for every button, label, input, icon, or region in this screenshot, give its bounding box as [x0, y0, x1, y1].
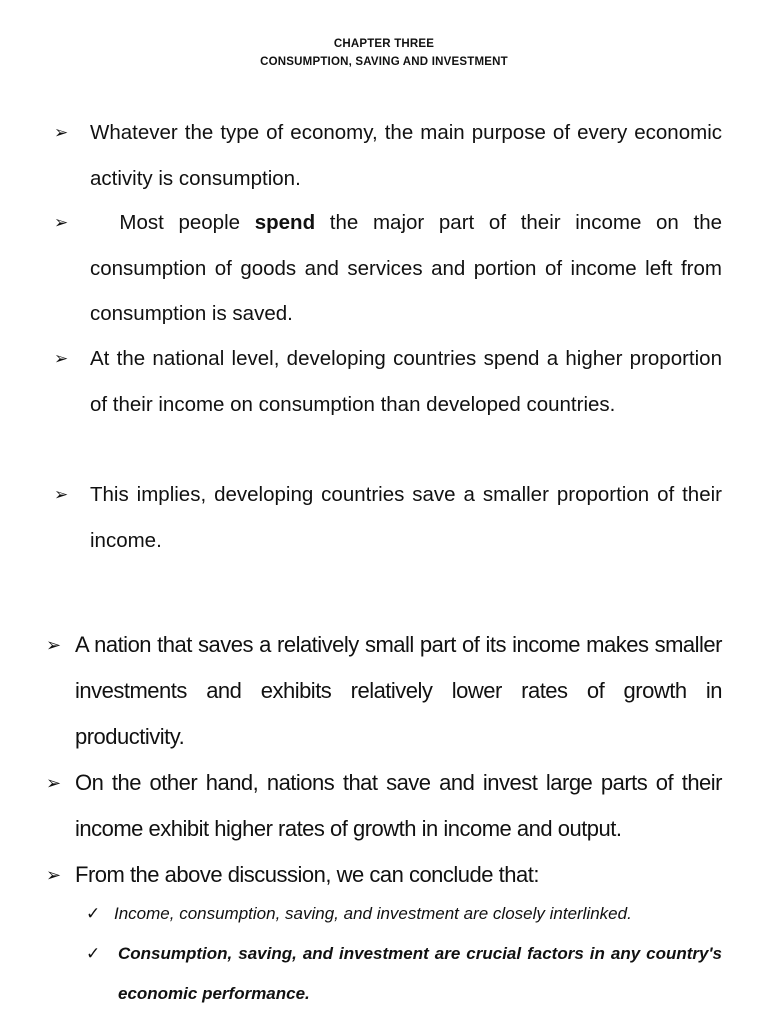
list-item-text: Whatever the type of economy, the main purpose of every economic activity is consumption.: [90, 121, 722, 190]
arrow-bullet-icon: ➢: [54, 485, 69, 504]
arrow-bullet-icon: ➢: [54, 213, 69, 232]
list-item: [46, 852, 722, 898]
arrow-bullet-icon: ➢: [46, 773, 62, 793]
conclusion-item: [86, 894, 722, 934]
chapter-title: CONSUMPTION, SAVING AND INVESTMENT: [260, 56, 508, 68]
list-item-text: A nation that saves a relatively small part of its income makes smaller investments and exhibits relatively lower rates of growth in productivity.: [75, 632, 722, 749]
list-item: [54, 472, 722, 563]
arrow-bullet-icon: ➢: [54, 123, 69, 142]
arrow-bullet-icon: ➢: [46, 635, 62, 655]
conclusion-item: [86, 934, 722, 1014]
list-item-text: On the other hand, nations that save and invest large parts of their income exhibit higher rates of growth in income and output.: [75, 770, 722, 841]
list-item: [54, 200, 722, 337]
list-item-text: This implies, developing countries save a smaller proportion of their income.: [90, 483, 722, 552]
chapter-label: CHAPTER THREE: [333, 38, 435, 50]
conclusion-text: Income, consumption, saving, and investment are closely interlinked.: [114, 904, 632, 923]
checkmark-icon: ✓: [86, 904, 101, 923]
list-item: [46, 622, 722, 760]
list-item-text: [90, 200, 722, 337]
list-item: [46, 760, 722, 852]
list-item: [54, 336, 722, 427]
conclusion-text: Consumption, saving, and investment are crucial factors in any country's economic performance.: [118, 944, 722, 1003]
list-item-text: From the above discussion, we can conclude that:: [75, 862, 539, 887]
emphasis-text: spend: [254, 211, 316, 234]
list-item: [54, 110, 722, 201]
text-part: the major part of their income on the consumption of goods and services and portion of income left from consumption is saved.: [90, 211, 723, 325]
text-part: Most people: [119, 211, 255, 234]
list-item-text: At the national level, developing countries spend a higher proportion of their income on consumption than developed countries.: [90, 347, 722, 416]
arrow-bullet-icon: ➢: [46, 865, 62, 885]
checkmark-icon: ✓: [86, 944, 101, 963]
arrow-bullet-icon: ➢: [54, 349, 69, 368]
